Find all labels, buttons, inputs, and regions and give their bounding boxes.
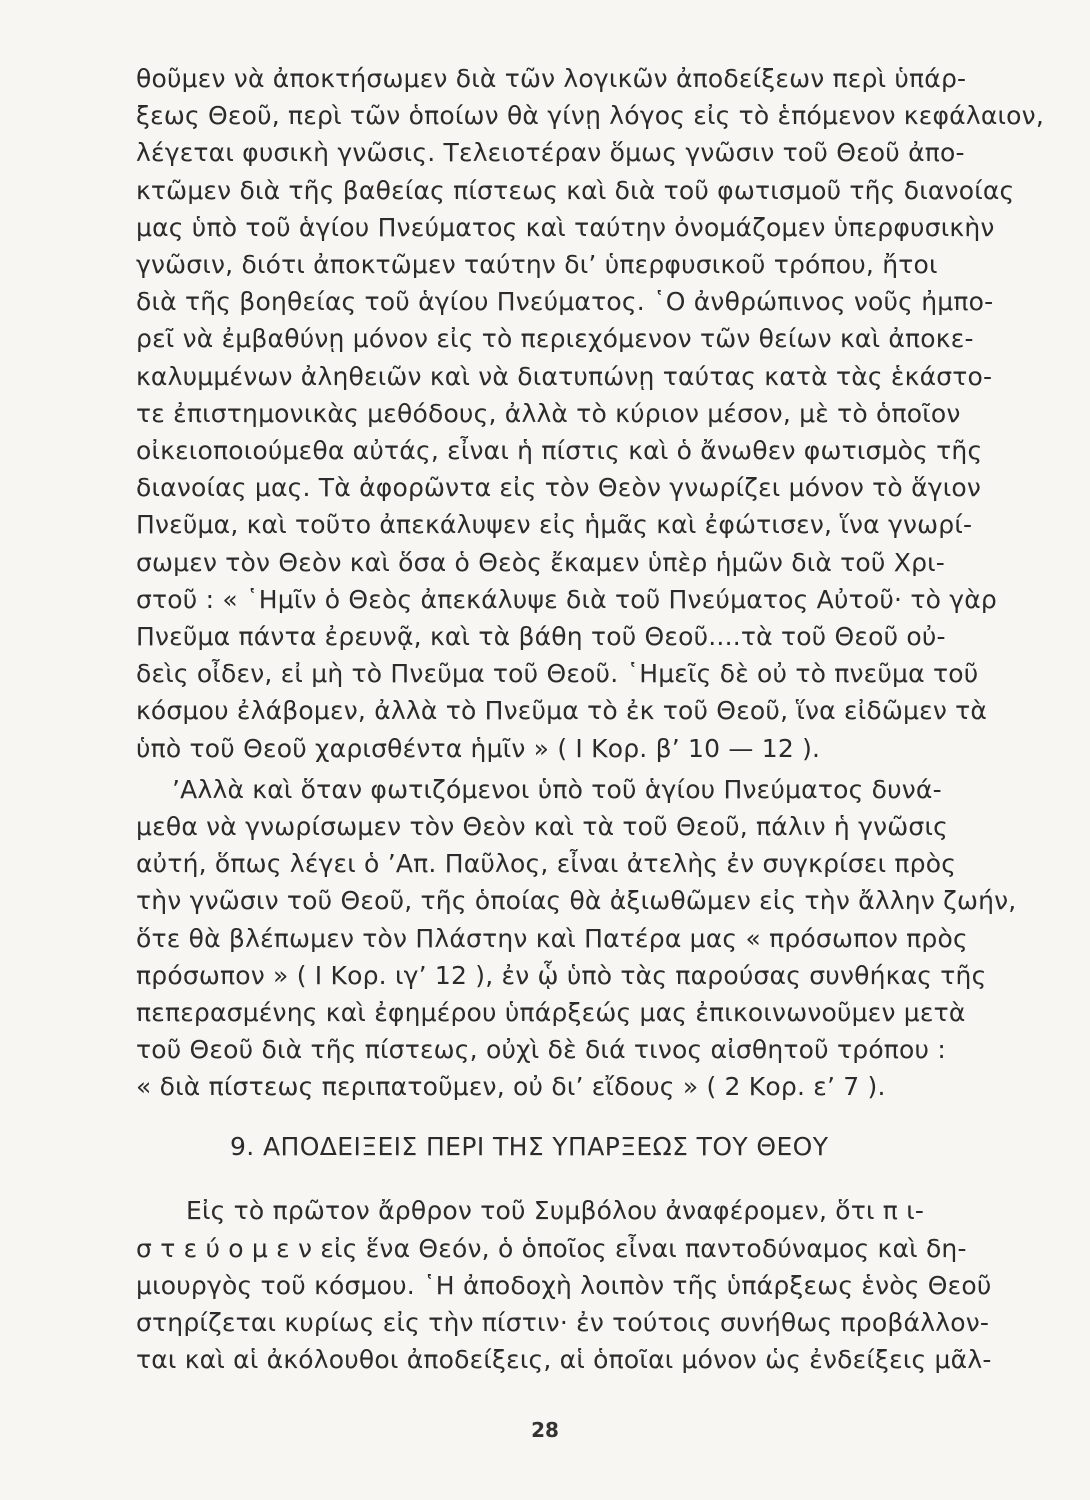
paragraph-start-line: ’Αλλὰ καὶ ὅταν φωτιζόμενοι ὑπὸ τοῦ ἁγίου Πνεύματος δυνά- — [172, 774, 942, 804]
text-line: οἰκειοποιούμεθα αὐτάς, εἶναι ἡ πίστις καὶ ὁ ἄνωθεν φωτισμὸς τῆς — [136, 436, 983, 465]
text-line: γνῶσιν, διότι ἀποκτῶμεν ταύτην δι’ ὑπερφυσικοῦ τρόπου, ἤτοι — [136, 250, 938, 279]
text-line: ται καὶ αἱ ἀκόλουθοι ἀποδείξεις, αἱ ὁποῖαι μόνον ὡς ἐνδείξεις μᾶλ- — [136, 1345, 992, 1375]
text-line: σ τ ε ύ ο μ ε ν εἰς ἕνα Θεόν, ὁ ὁποῖος εἶναι παντοδύναμος καὶ δη- — [136, 1233, 967, 1263]
text-line: μιουργὸς τοῦ κόσμου. ῾Η ἀποδοχὴ λοιπὸν τῆς ὑπάρξεως ἑνὸς Θεοῦ — [136, 1270, 992, 1300]
text-line: καλυμμένων ἀληθειῶν καὶ νὰ διατυπώνῃ ταύτας κατὰ τὰς ἑκάστο- — [136, 361, 993, 391]
text-line: σωμεν τὸν Θεὸν καὶ ὅσα ὁ Θεὸς ἔκαμεν ὑπὲρ ἡμῶν διὰ τοῦ Χρι- — [136, 547, 946, 577]
text-line: ὑπὸ τοῦ Θεοῦ χαρισθέντα ἡμῖν » ( Ι Κορ. β’ 10 — 12 ). — [136, 733, 821, 763]
text-line: ὅτε θὰ βλέπωμεν τὸν Πλάστην καὶ Πατέρα μας « πρόσωπον πρὸς — [136, 923, 968, 953]
text-line: λέγεται φυσικὴ γνῶσις. Τελειοτέραν ὅμως γνῶσιν τοῦ Θεοῦ ἀπο- — [136, 138, 965, 168]
text-line: τοῦ Θεοῦ διὰ τῆς πίστεως, οὐχὶ δὲ διά τινος αἰσθητοῦ τρόπου : — [136, 1035, 946, 1065]
text-line: μεθα νὰ γνωρίσωμεν τὸν Θεὸν καὶ τὰ τοῦ Θεοῦ, πάλιν ἡ γνῶσις — [136, 812, 948, 841]
text-line: στοῦ : « ῾Ημῖν ὁ Θεὸς ἀπεκάλυψε διὰ τοῦ Πνεύματος Αὐτοῦ· τὸ γὰρ — [136, 584, 997, 614]
text-line: κτῶμεν διὰ τῆς βαθείας πίστεως καὶ διὰ τοῦ φωτισμοῦ τῆς διανοίας — [136, 175, 1015, 205]
text-line: τὴν γνῶσιν τοῦ Θεοῦ, τῆς ὁποίας θὰ ἀξιωθῶμεν εἰς τὴν ἄλλην ζωήν, — [136, 886, 1017, 916]
section-heading: 9. ΑΠΟΔΕΙΞΕΙΣ ΠΕΡΙ ΤΗΣ ΥΠΑΡΞΕΩΣ ΤΟΥ ΘΕΟΥ — [230, 1132, 829, 1162]
text-line: αὐτή, ὅπως λέγει ὁ ’Απ. Παῦλος, εἶναι ἀτελὴς ἐν συγκρίσει πρὸς — [136, 849, 957, 879]
paragraph-start-line: Εἰς τὸ πρῶτον ἄρθρον τοῦ Συμβόλου ἀναφέρομεν, ὅτι π ι- — [186, 1196, 925, 1226]
text-line: Πνεῦμα, καὶ τοῦτο ἀπεκάλυψεν εἰς ἡμᾶς καὶ ἐφώτισεν, ἵνα γνωρί- — [136, 510, 973, 540]
text-line: θοῦμεν νὰ ἀποκτήσωμεν διὰ τῶν λογικῶν ἀποδείξεων περὶ ὑπάρ- — [136, 64, 967, 93]
text-line: διὰ τῆς βοηθείας τοῦ ἁγίου Πνεύματος. ῾Ο ἀνθρώπινος νοῦς ἠμπο- — [136, 287, 994, 317]
text-line: στηρίζεται κυρίως εἰς τὴν πίστιν· ἐν τούτοις συνήθως προβάλλον- — [136, 1308, 990, 1337]
page-number: 28 — [531, 1418, 559, 1443]
text-line: Πνεῦμα πάντα ἐρευνᾷ, καὶ τὰ βάθη τοῦ Θεοῦ....τὰ τοῦ Θεοῦ οὐ- — [136, 622, 946, 651]
text-line: « διὰ πίστεως περιπατοῦμεν, οὐ δι’ εἴδους » ( 2 Κορ. ε’ 7 ). — [136, 1072, 886, 1102]
text-line: πρόσωπον » ( Ι Κορ. ιγ’ 12 ), ἐν ᾧ ὑπὸ τὰς παρούσας συνθήκας τῆς — [136, 960, 987, 990]
text-line: πεπερασμένης καὶ ἐφημέρου ὑπάρξεώς μας ἐπικοινωνοῦμεν μετὰ — [136, 998, 966, 1027]
text-line: ρεῖ νὰ ἐμβαθύνῃ μόνον εἰς τὸ περιεχόμενον τῶν θείων καὶ ἀποκε- — [136, 324, 974, 354]
text-line: ξεως Θεοῦ, περὶ τῶν ὁποίων θὰ γίνῃ λόγος εἰς τὸ ἑπόμενον κεφάλαιον, — [136, 101, 1044, 131]
text-line: τε ἐπιστημονικὰς μεθόδους, ἀλλὰ τὸ κύριον μέσον, μὲ τὸ ὁποῖον — [136, 398, 961, 428]
text-line: κόσμου ἐλάβομεν, ἀλλὰ τὸ Πνεῦμα τὸ ἐκ τοῦ Θεοῦ, ἵνα εἰδῶμεν τὰ — [136, 696, 988, 726]
text-line: μας ὑπὸ τοῦ ἁγίου Πνεύματος καὶ ταύτην ὀνομάζομεν ὑπερφυσικὴν — [136, 212, 995, 242]
text-line: διανοίας μας. Τὰ ἀφορῶντα εἰς τὸν Θεὸν γνωρίζει μόνον τὸ ἅγιον — [136, 473, 982, 503]
text-line: δεὶς οἶδεν, εἰ μὴ τὸ Πνεῦμα τοῦ Θεοῦ. ῾Ημεῖς δὲ οὐ τὸ πνεῦμα τοῦ — [136, 659, 979, 689]
